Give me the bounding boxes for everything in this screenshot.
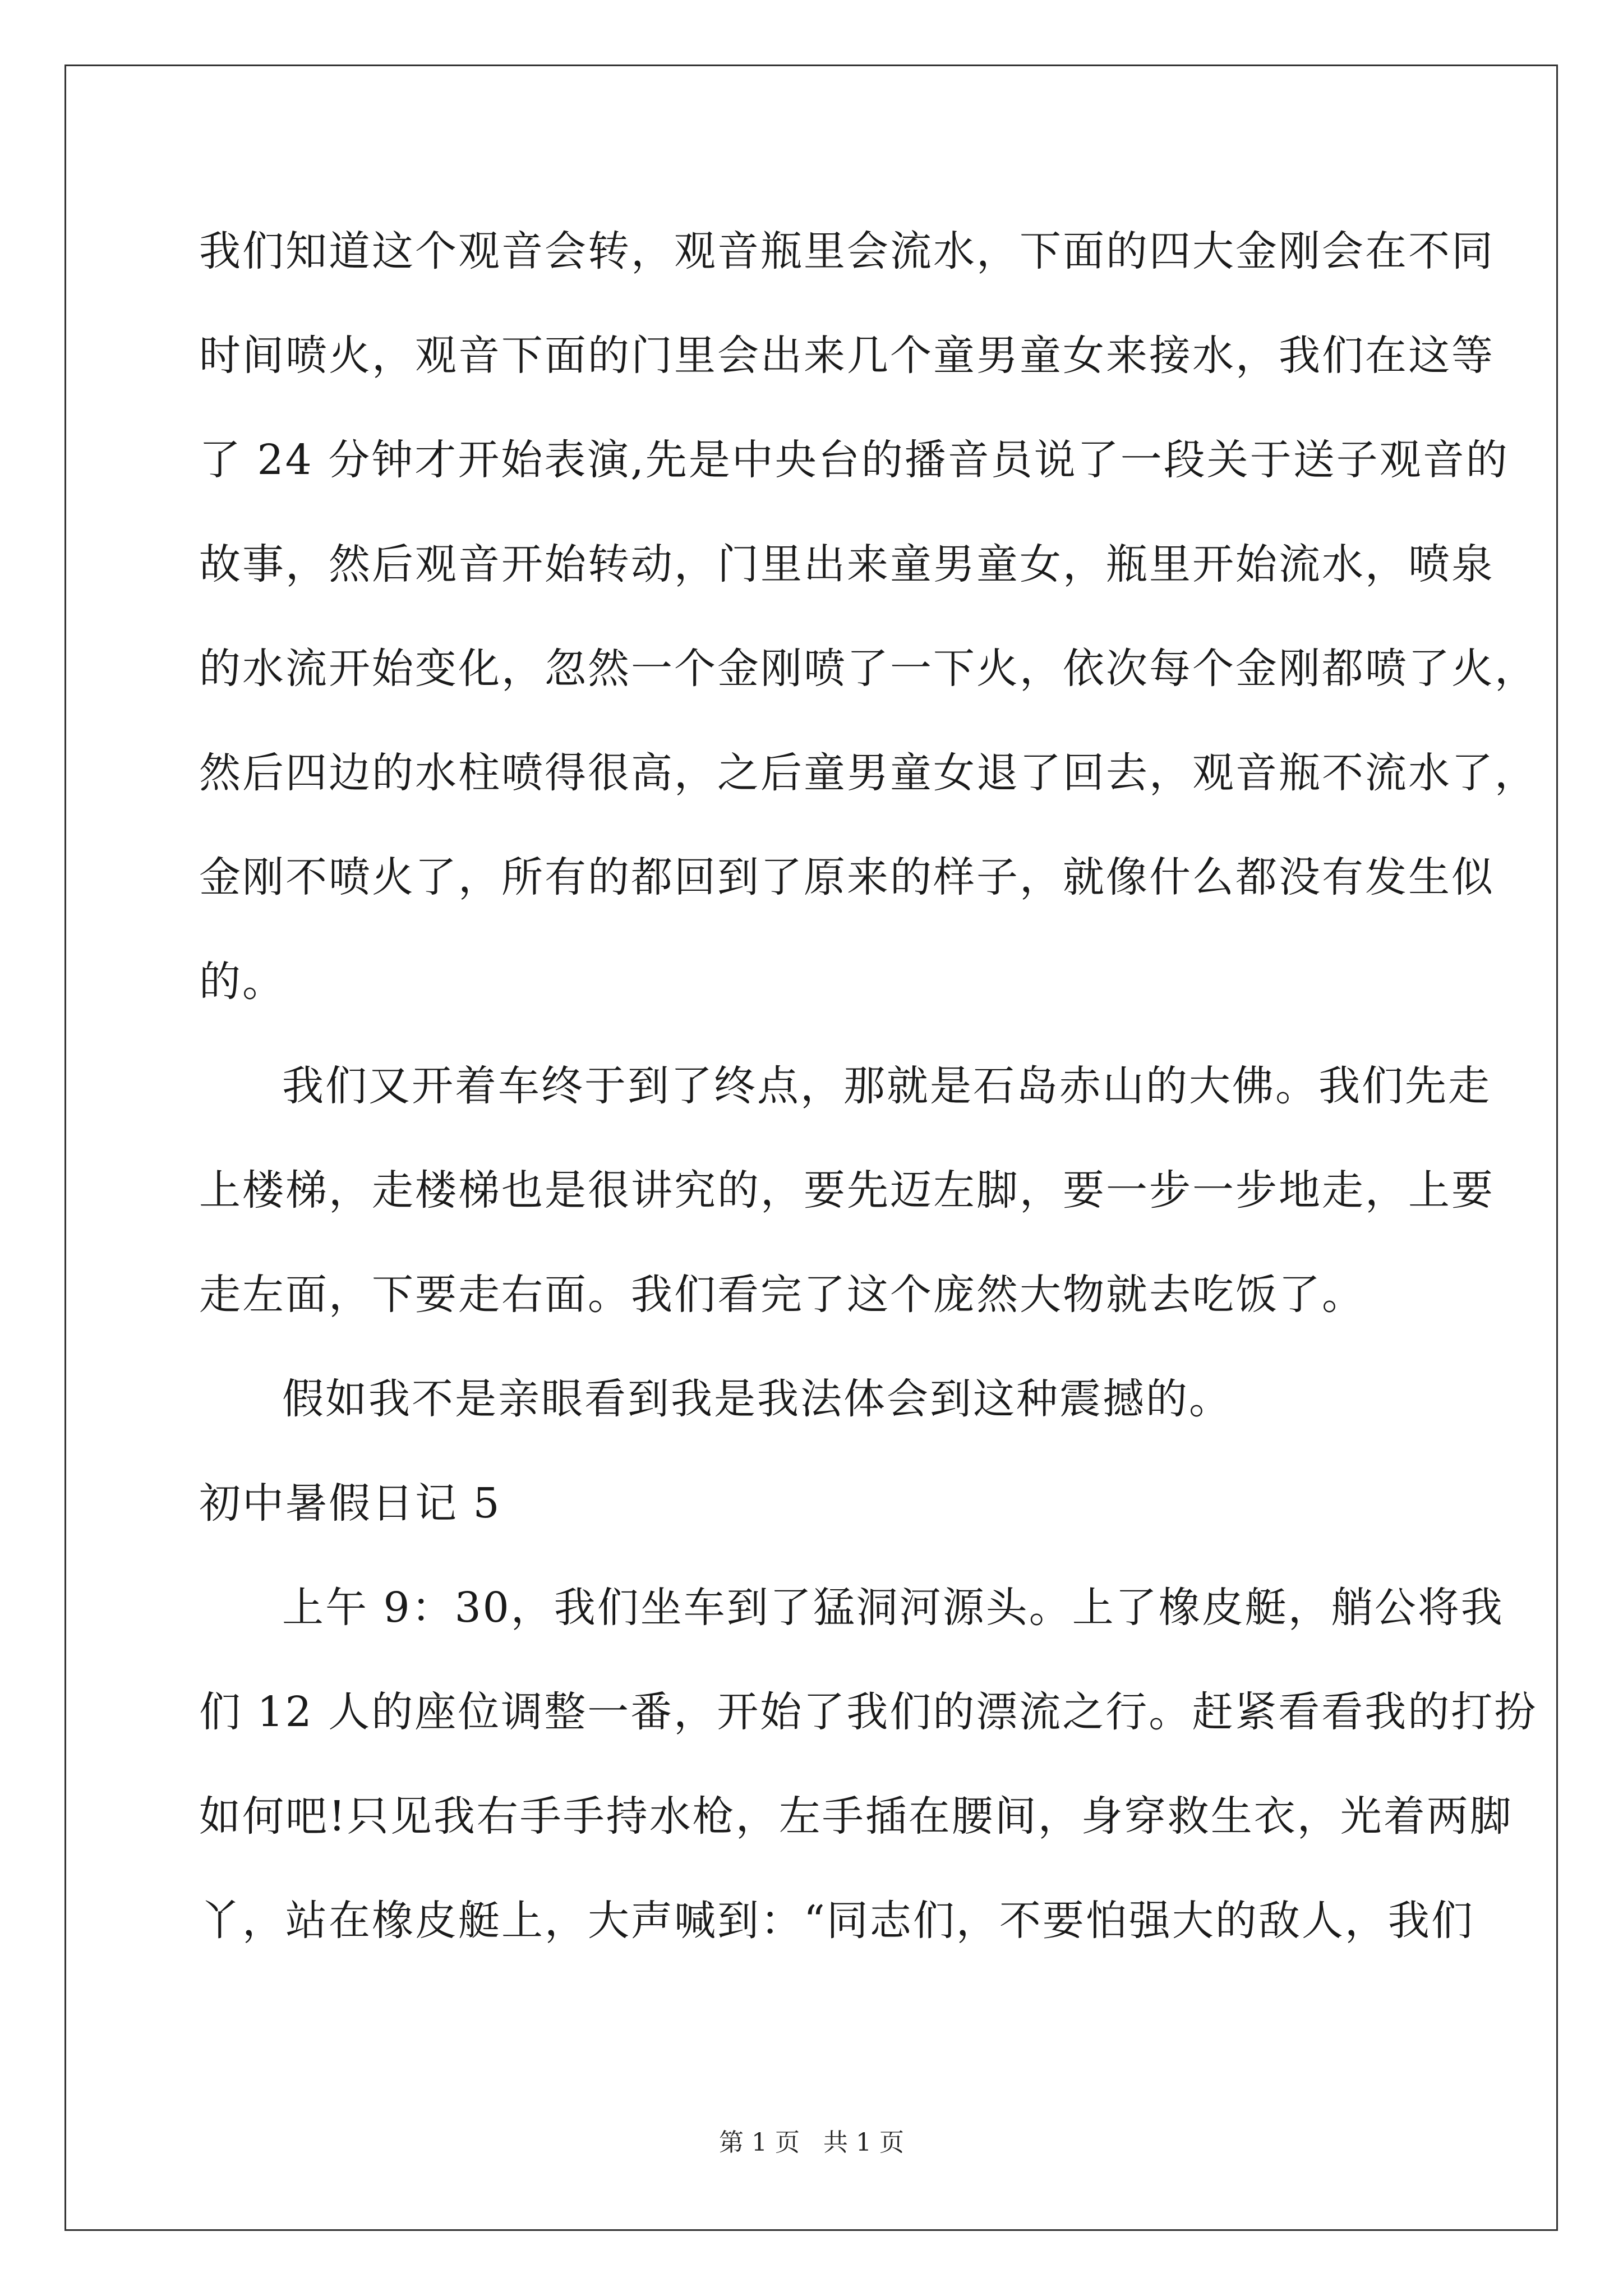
text-line: 时间喷火，观音下面的门里会出来几个童男童女来接水，我们在这等 <box>199 332 1495 380</box>
text-line: 丫，站在橡皮艇上，大声喊到：“同志们，不要怕强大的敌人，我们 <box>199 1897 1474 1945</box>
paragraph-2 <box>199 1034 1495 1347</box>
text-line: 金刚不喷火了，所有的都回到了原来的样子，就像什么都没有发生似 <box>199 853 1495 901</box>
paragraph-1 <box>199 199 1538 1034</box>
text-line: 上楼梯，走楼梯也是很讲究的，要先迈左脚，要一步一步地走，上要 <box>199 1166 1495 1214</box>
text-line: 的。 <box>199 958 285 1006</box>
paragraph-3 <box>199 1347 1433 1451</box>
text-line: 我们知道这个观音会转，观音瓶里会流水，下面的四大金刚会在不同 <box>199 227 1495 275</box>
text-line: 们 12 人的座位调整一番，开始了我们的漂流之行。赶紧看看我的打扮 <box>199 1688 1538 1736</box>
text-line: 我们又开着车终于到了终点，那就是石岛赤山的大佛。我们先走 <box>282 1062 1491 1110</box>
document-body <box>199 199 1538 1973</box>
text-line: 走左面，下要走右面。我们看完了这个庞然大物就去吃饭了。 <box>199 1271 1365 1319</box>
paragraph-4 <box>199 1556 1538 1973</box>
text-line: 了 24 分钟才开始表演,先是中央台的播音员说了一段关于送子观音的 <box>199 436 1509 484</box>
section-title: 初中暑假日记 5 <box>199 1479 501 1527</box>
page-number-footer: 第 1 页 共 1 页 <box>719 2128 904 2157</box>
text-line: 假如我不是亲眼看到我是我法体会到这种震撼的。 <box>282 1375 1232 1423</box>
text-line: 然后四边的水柱喷得很高，之后童男童女退了回去，观音瓶不流水了， <box>199 749 1538 797</box>
text-line: 故事，然后观音开始转动，门里出来童男童女，瓶里开始流水，喷泉 <box>199 540 1495 588</box>
text-line: 的水流开始变化，忽然一个金刚喷了一下火，依次每个金刚都喷了火， <box>199 645 1538 693</box>
text-line: 上午 9：30，我们坐车到了猛洞河源头。上了橡皮艇，艄公将我 <box>282 1584 1504 1632</box>
text-line: 如何吧!只见我右手手持水枪，左手插在腰间，身穿救生衣，光着两脚 <box>199 1792 1513 1841</box>
